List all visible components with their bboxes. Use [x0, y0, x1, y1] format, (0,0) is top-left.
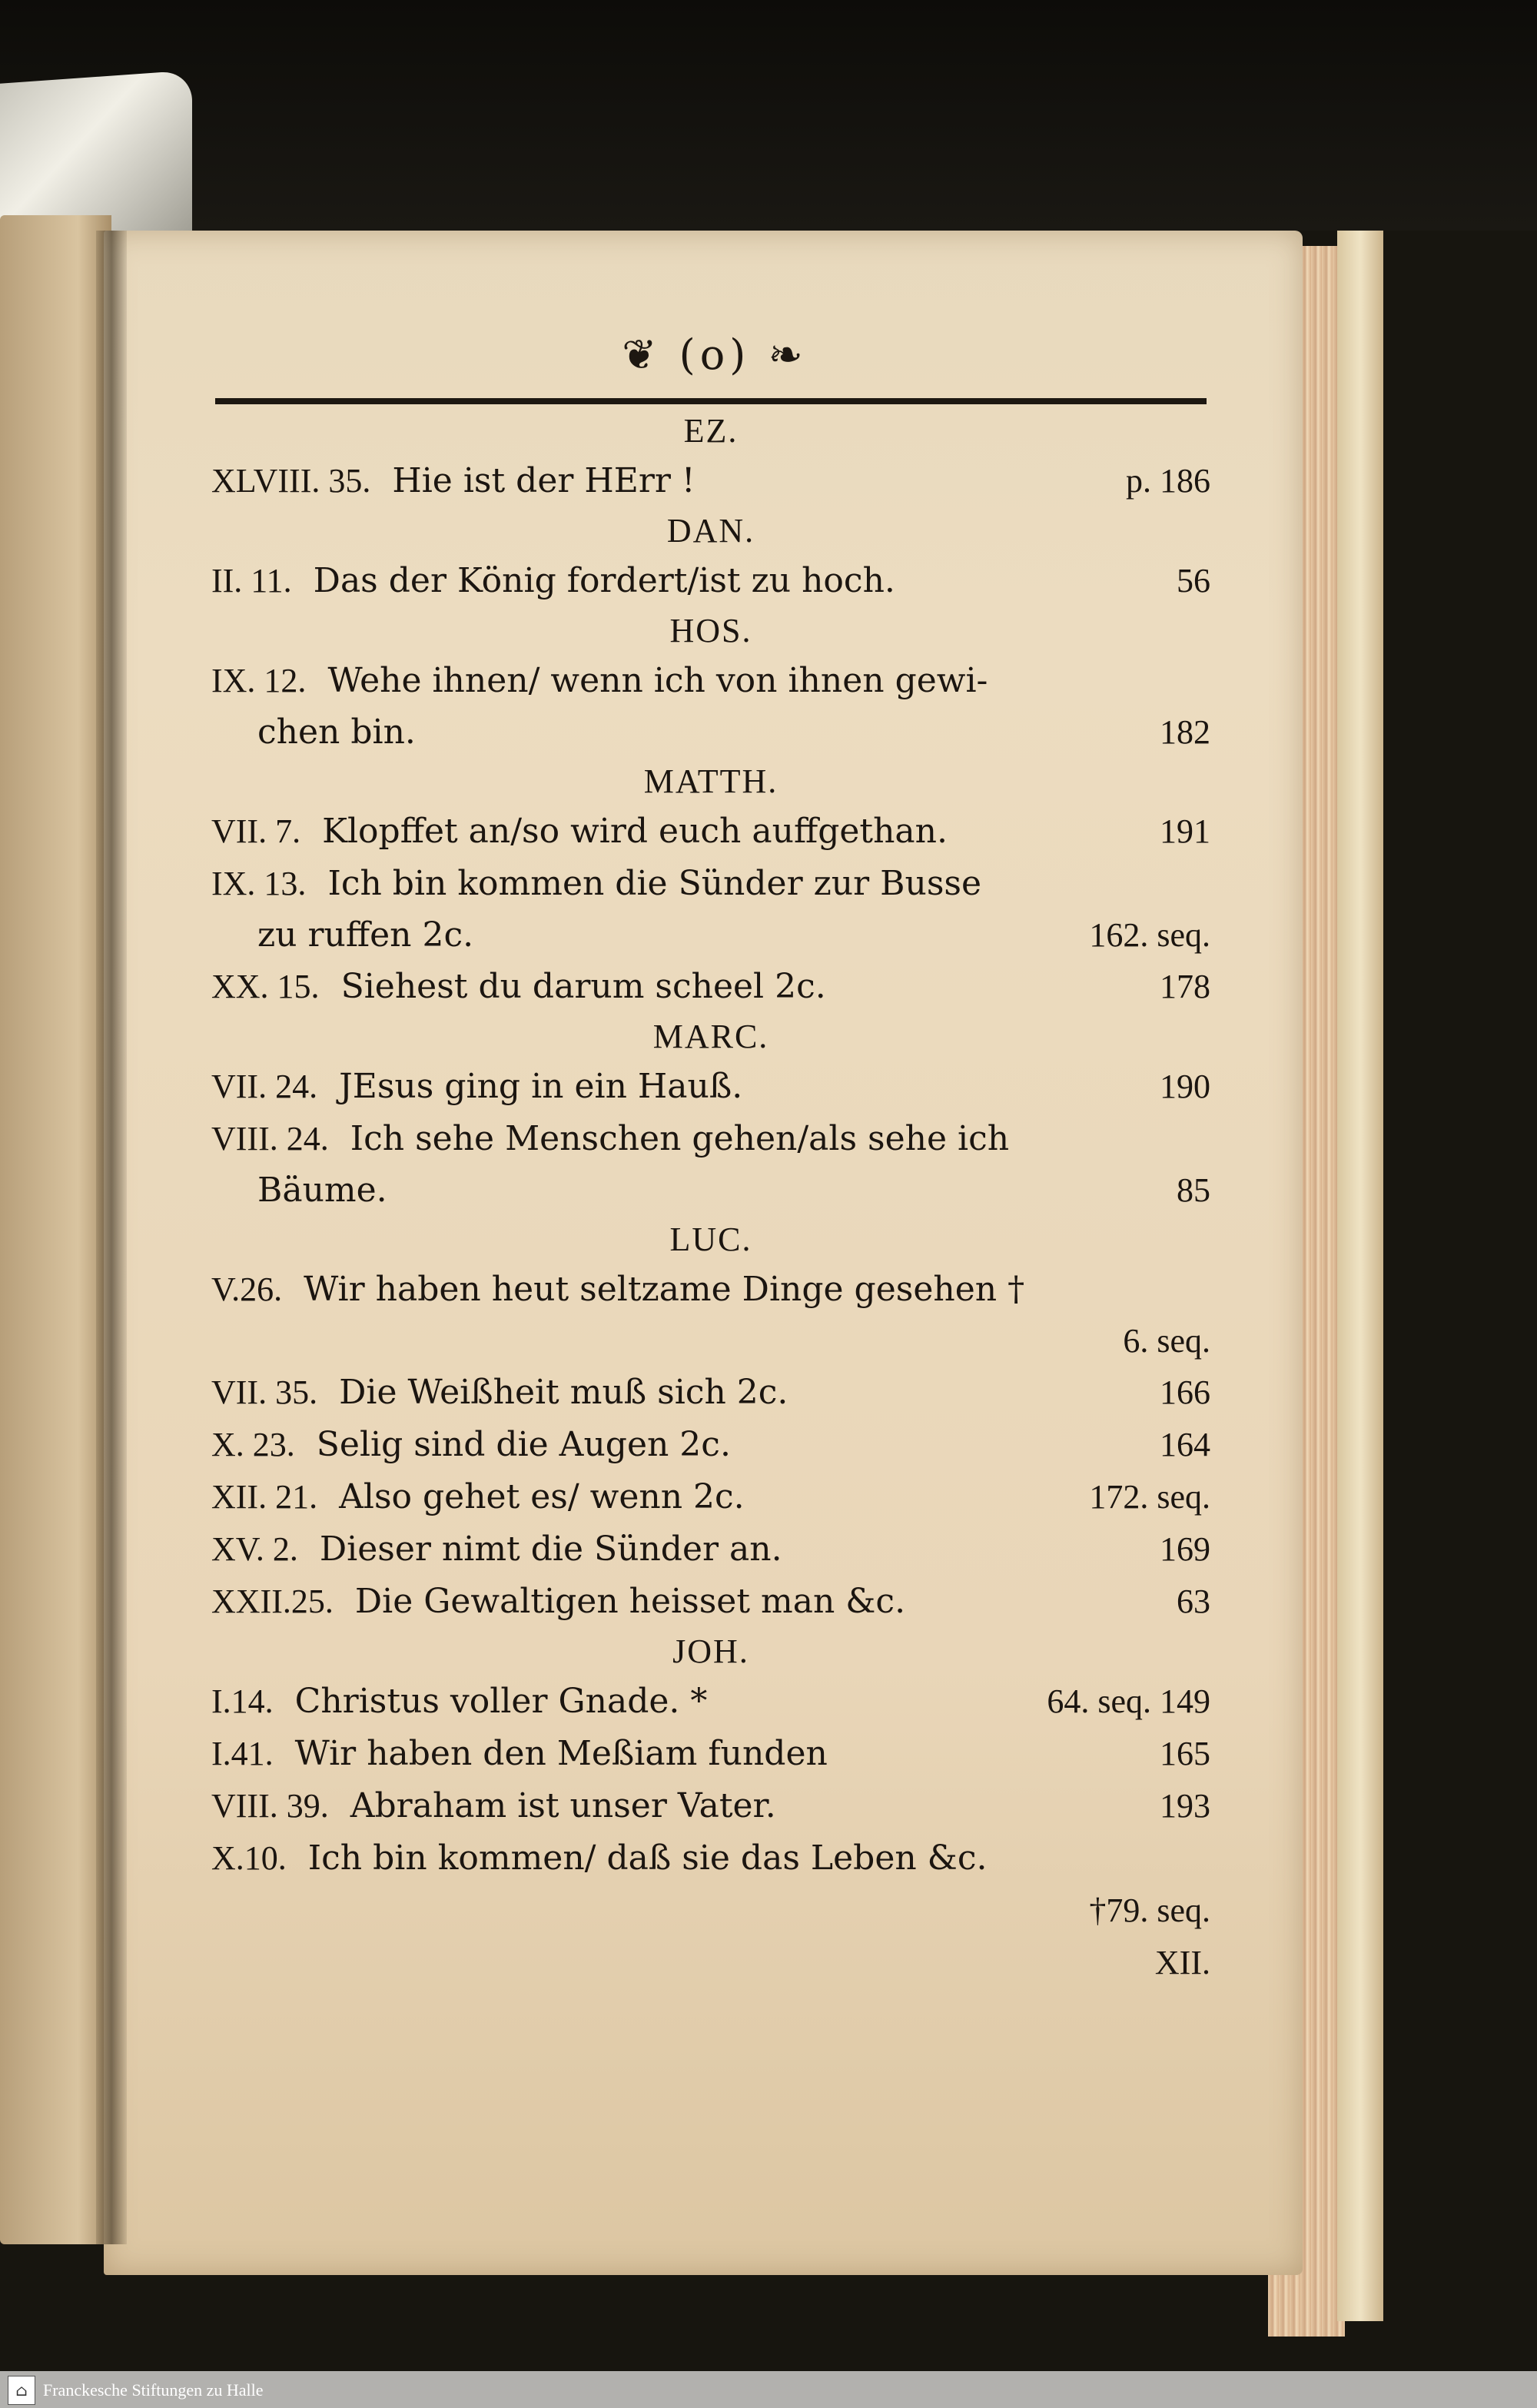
entry-ref: VII. 24. — [211, 1068, 318, 1105]
entry-ref: V.26. — [211, 1270, 283, 1308]
entry-text: Siehest du darum scheel 2c. — [340, 967, 826, 1006]
entry-text: Dieser nimt die Sünder an. — [319, 1529, 782, 1569]
entry-ref: XX. 15. — [211, 968, 320, 1005]
index-entry — [211, 1676, 1210, 1728]
index-entry — [211, 805, 1210, 858]
footer-bar — [0, 2371, 1537, 2408]
entry-text: Selig sind die Augen 2c. — [316, 1425, 731, 1464]
entry-page: 164 — [1160, 1426, 1210, 1463]
entry-page: 172. seq. — [1089, 1478, 1210, 1516]
entry-text: Wehe ihnen/ wenn ich von ihnen gewi- — [327, 661, 988, 700]
entry-ref: I.14. — [211, 1682, 274, 1720]
entry-ref: VIII. 24. — [211, 1120, 329, 1158]
entry-text: Ich sehe Menschen gehen/als sehe ich — [350, 1119, 1010, 1158]
index-entry — [211, 1113, 1210, 1165]
entry-text: Christus voller Gnade. * — [294, 1682, 708, 1721]
page-header-ornament: ❦ (o) ❧ — [622, 330, 808, 379]
index-entry — [211, 1061, 1210, 1113]
index-entry — [211, 655, 1210, 707]
index-entry — [211, 1832, 1210, 1885]
entry-page: 178 — [1160, 968, 1210, 1005]
entry-page: 193 — [1160, 1787, 1210, 1825]
entry-page: p. 186 — [1126, 462, 1210, 500]
entry-ref: II. 11. — [211, 562, 292, 600]
entry-text: Abraham ist unser Vater. — [350, 1786, 776, 1825]
entry-page: 6. seq. — [1123, 1322, 1210, 1360]
section-title: LUC. — [669, 1221, 752, 1258]
background-dark — [0, 0, 1537, 231]
entry-text: Die Gewaltigen heisset man &c. — [354, 1582, 906, 1621]
entry-text: Die Weißheit muß sich 2c. — [339, 1373, 788, 1412]
index-entry — [211, 1419, 1210, 1471]
entry-text: Das der König fordert/ist zu hoch. — [313, 561, 895, 600]
entry-page: 165 — [1160, 1735, 1210, 1772]
section-title: MARC. — [652, 1018, 769, 1055]
entry-text: Ich bin kommen/ daß sie das Leben &c. — [307, 1838, 988, 1878]
index-entry — [211, 1264, 1210, 1316]
entry-continuation — [211, 910, 1210, 961]
entry-cont-text: chen bin. — [257, 712, 416, 752]
index-entry — [211, 1780, 1210, 1832]
entry-ref: XII. 21. — [211, 1478, 318, 1516]
section-title: EZ. — [683, 412, 739, 450]
entry-cont-text: zu ruffen 2c. — [257, 915, 474, 955]
entry-page: 85 — [1177, 1171, 1210, 1209]
entry-text: Wir haben den Meßiam funden — [294, 1734, 828, 1773]
book-page — [104, 231, 1303, 2275]
entry-text: Wir haben heut seltzame Dinge gesehen † — [304, 1270, 1025, 1309]
entry-page: 162. seq. — [1089, 916, 1210, 954]
index-entry — [211, 1367, 1210, 1419]
entry-page: 191 — [1160, 812, 1210, 850]
index-entry — [211, 1728, 1210, 1780]
section-title: MATTH. — [643, 762, 778, 800]
entry-page: 63 — [1177, 1583, 1210, 1620]
entry-ref: IX. 12. — [211, 662, 307, 699]
entry-page: 166 — [1160, 1373, 1210, 1411]
entry-ref: X.10. — [211, 1839, 287, 1877]
index-entry — [211, 555, 1210, 607]
section-title: HOS. — [669, 612, 752, 649]
entry-ref: XV. 2. — [211, 1530, 298, 1568]
entry-text: JEsus ging in ein Hauß. — [339, 1067, 743, 1106]
entry-ref: VII. 7. — [211, 812, 301, 850]
index-entry — [211, 1576, 1210, 1628]
index-entry — [211, 1471, 1210, 1523]
entry-text: Klopffet an/so wird euch auffgethan. — [322, 812, 948, 851]
entry-ref: XLVIII. 35. — [211, 462, 371, 500]
index-text — [211, 407, 1210, 1989]
entry-continuation — [211, 707, 1210, 758]
right-board — [1337, 231, 1383, 2321]
entry-cont-text: Bäume. — [257, 1171, 387, 1210]
footer-institution: Franckesche Stiftungen zu Halle — [43, 2380, 264, 2400]
spine-shadow — [96, 231, 127, 2244]
entry-continuation — [211, 1165, 1210, 1216]
entry-ref: VIII. 39. — [211, 1787, 329, 1825]
index-entry — [211, 858, 1210, 910]
entry-ref: I.41. — [211, 1735, 274, 1772]
entry-page: 182 — [1160, 713, 1210, 751]
section-title: JOH. — [672, 1632, 749, 1670]
entry-ref: VII. 35. — [211, 1373, 318, 1411]
entry-page: 190 — [1160, 1068, 1210, 1105]
section-title: DAN. — [666, 512, 755, 550]
index-entry — [211, 455, 1210, 507]
left-page-edge — [0, 215, 111, 2244]
header-rule — [215, 398, 1207, 404]
institution-logo-icon: ⌂ — [8, 2376, 35, 2405]
entry-page: 169 — [1160, 1530, 1210, 1568]
page-header — [211, 330, 1218, 392]
entry-ref: X. 23. — [211, 1426, 295, 1463]
index-entry — [211, 1523, 1210, 1576]
entry-text: Also gehet es/ wenn 2c. — [339, 1477, 745, 1516]
entry-text: Ich bin kommen die Sünder zur Busse — [327, 864, 982, 903]
entry-page: 56 — [1177, 562, 1210, 600]
entry-page: 64. seq. 149 — [1047, 1682, 1210, 1720]
entry-continuation — [211, 1316, 1210, 1367]
entry-ref: IX. 13. — [211, 865, 307, 902]
entry-ref: XXII.25. — [211, 1583, 334, 1620]
index-entry — [211, 961, 1210, 1013]
catchword: XII. — [1154, 1944, 1210, 1981]
entry-text: Hie ist der HErr ! — [392, 461, 695, 500]
entry-tail-pages: †79. seq. — [1089, 1892, 1210, 1929]
